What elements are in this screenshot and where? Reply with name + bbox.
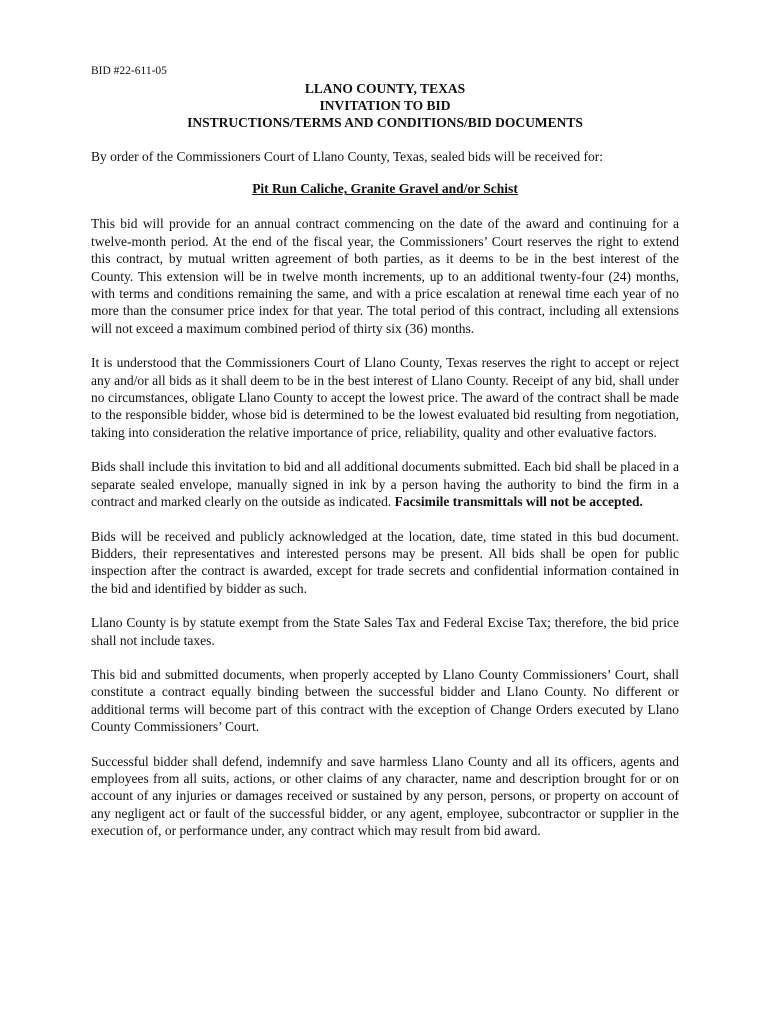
county-title: LLANO COUNTY, TEXAS [304, 81, 466, 96]
tax-exemption-paragraph: Llano County is by statute exempt from the State Sales Tax and Federal Excise Tax; therefore, the bid price shall not include taxes. [91, 615, 679, 648]
indemnification-paragraph: Successful bidder shall defend, indemnify and save harmless Llano County and all its officers, agents and employees from all suits, actions, or other claims of any character, name and description brought for or on account of any injuries or damages received or sustained by any person, persons, or property on account of any negligent act or fault of the successful bidder, or any agent, employee, subcontractor or supplier in the execution of, or performance under, any contract which may result from bid award. [91, 753, 679, 839]
rights-reserved-paragraph: It is understood that the Commissioners Court of Llano County, Texas reserves the right to accept or reject any and/or all bids as it shall deem to be in the best interest of Llano County. Receipt of any bid, shall under no circumstances, obligate Llano County to accept the lowest price. The award of the contract shall be made to the responsible bidder, whose bid is determined to be the lowest evaluated bid resulting from negotiation, taking into consideration the relative importance of price, reliability, quality and other evaluative factors. [91, 355, 679, 440]
bid-subject: Pit Run Caliche, Granite Gravel and/or Schist [252, 181, 518, 197]
intro-statement: By order of the Commissioners Court of Llano County, Texas, sealed bids will be received for: [91, 149, 603, 164]
bid-number: BID #22-611-05 [91, 65, 167, 77]
bid-opening-paragraph: Bids will be received and publicly acknowledged at the location, date, time stated in this bud document. Bidders, their representatives and interested persons may be present. All bids shall be open for public inspection after the contract is awarded, except for trade secrets and confidential information contained in the bid and identified by bidder as such. [91, 528, 679, 596]
instructions-title: INSTRUCTIONS/TERMS AND CONDITIONS/BID DOCUMENTS [187, 115, 583, 130]
invitation-title: INVITATION TO BID [319, 98, 451, 113]
binding-contract-paragraph: This bid and submitted documents, when properly accepted by Llano County Commissioners’ Court, shall constitute a contract equally binding between the successful bidder and Llano County. No different or additional terms will become part of this contract with the exception of Change Orders executed by Llano County Commissioners’ Court. [91, 666, 679, 735]
bid-submission-text: Bids shall include this invitation to bid and all additional documents submitted. Each bid shall be placed in a separate sealed envelope, manually signed in ink by a person having the authority to bind the firm in a contract and marked clearly on the outside as indicated. [91, 459, 679, 510]
facsimile-notice: Facsimile transmittals will not be accepted. [394, 494, 643, 510]
document-page [91, 64, 679, 840]
contract-term-paragraph: This bid will provide for an annual contract commencing on the date of the award and continuing for a twelve-month period. At the end of the fiscal year, the Commissioners’ Court reserves the right to extend this contract, by mutual written agreement of both parties, as it deems to be in the best interest of the County. This extension will be in twelve month increments, up to an additional twenty-four (24) months, with terms and conditions remaining the same, and with a price escalation at renewal time each year of no more than the consumer price index for that year. The total period of this contract, including all extensions will not exceed a maximum combined period of thirty six (36) months. [91, 216, 679, 336]
bid-submission-paragraph [91, 458, 679, 510]
document-heading [91, 80, 679, 131]
